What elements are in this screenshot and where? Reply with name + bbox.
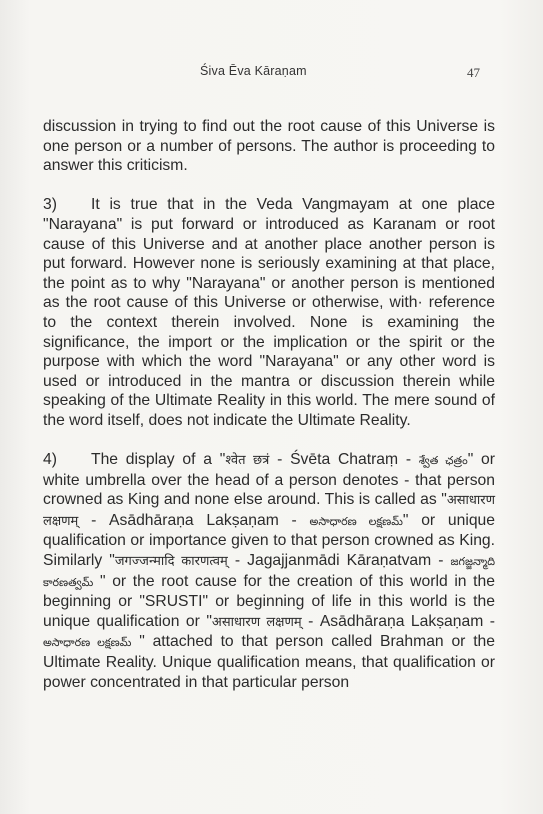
paragraph-4 [43, 450, 495, 692]
paragraph-4-text-g: " or the root cause for the creation of this world in the beginning or "SRUSTI" or beginning of life in this world is the unique qualification or " [43, 572, 495, 630]
paragraph-4-text-c: " or white umbrella over the head of a person denotes - that person crowned as King and none else around. This is called as " [43, 451, 495, 509]
paragraph-4-number: 4) [43, 451, 57, 469]
telugu-asadharana-1: అసాధారణ లక్షణమ్ [309, 514, 403, 528]
paragraph-4-text-b: - Śvēta Chatraṃ - [269, 451, 419, 469]
devanagari-jagajjanmadi: जगज्जन्मादि कारणत्वम् [114, 554, 228, 570]
paragraph-4-text-i: " attached to that person called Brahman or the Ultimate Reality. Unique qualification means, that qualification or power concentrated in that particular person [43, 633, 496, 691]
telugu-jagajjanmadi: జగజ్జన్మాది కారణత్వమ్ [43, 555, 495, 589]
devanagari-asadharana-2: असाधारण लक्षणम् [211, 614, 302, 630]
running-title: Śiva Ēva Kāraṇam [200, 64, 307, 78]
paragraph-4-text-h: - Asādhāraṇa Lakṣaṇam - [301, 612, 495, 630]
paragraph-4-text-e: " or unique qualification or importance given to that person crowned as King. Similarly " [43, 511, 496, 570]
page-header [0, 64, 543, 84]
body-text [43, 117, 495, 692]
paragraph-1 [43, 117, 495, 176]
paragraph-4-text-f: - Jagajjanmādi Kāraṇatvam - [227, 552, 451, 570]
devanagari-svetachatram: श्वेत छत्रं [225, 453, 270, 469]
paragraph-4-text-a: The display of a " [91, 451, 226, 469]
paragraph-4-text-d: - Asādhāraṇa Lakṣaṇam - [78, 511, 310, 529]
paragraph-3-number: 3) [43, 196, 57, 214]
paragraph-3 [43, 195, 495, 430]
page-number: 47 [467, 65, 480, 80]
paragraph-3-text: It is true that in the Veda Vangmayam at one place "Narayana" is put forward or introduced as Karanam or root cause of this Universe and at another place another person is put forward. However none is seriously examining at that place, the point as to why "Narayana" or another person is mentioned as the root cause of this Universe or otherwise, with· reference to the context therein involved. None is examining the significance, the import or the implication or the spirit or the purpose with which the word "Narayana" or any other word is used or introduced in the mantra or discussion therein while speaking of the Ultimate Reality in this world. The mere sound of the word itself, does not indicate the Ultimate Reality. [43, 196, 495, 429]
telugu-svetachatram: శ్వేత ఛత్రం [418, 454, 468, 468]
paragraph-1-text: discussion in trying to find out the root cause of this Universe is one person or a number of persons. The author is proceeding to answer this criticism. [43, 118, 495, 175]
devanagari-asadharana-1: असाधारण लक्षणम् [43, 493, 495, 529]
telugu-asadharana-2: అసాధారణ లక్షణమ్ [43, 636, 132, 650]
